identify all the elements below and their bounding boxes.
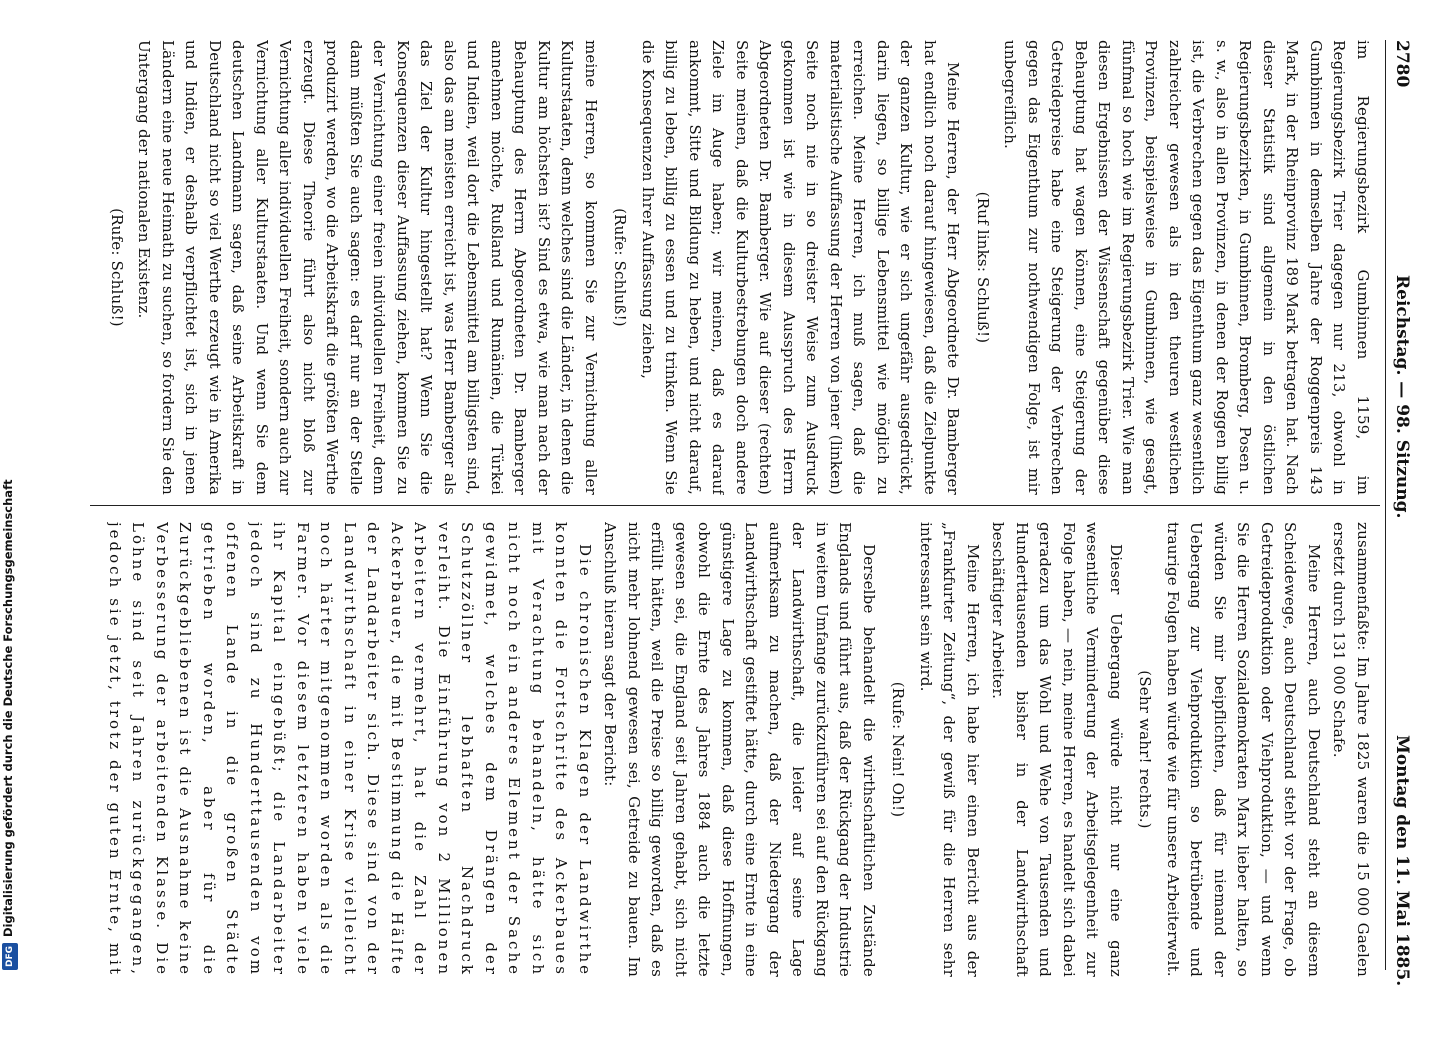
dfg-logo: DFG [2,943,18,970]
footer-strip [0,0,24,1000]
paragraph: Dieser Uebergang würde nicht nur eine ganz wesentliche Verminderung der Arbeitsgelegenheit zur Folge haben, — nein, meine Herren, es handelt sich dabei geradezu um das Wohl und Wehe von Tausenden und Hunderttausenden bisher in der Landwirthschaft beschäftigter Arbeiter. [989,522,1125,977]
page-title: Reichstag. — 98. Sitzung. [1392,275,1412,519]
session-date: Montag den 11. Mai 1885. [1392,735,1412,987]
paragraph: im Regierungsbezirk Gumbinnen 1159, im Regierungsbezirk Trier dagegen nur 213, obwohl in Gumbinnen in demselben Jahre der Roggenpreis 143 Mark, in der Rheinprovinz 189 Mark betragen hat. Nach dieser Statistik sind allgemein in den östlichen Regierungsbezirken, in Gumbinnen, Bromberg, Posen u. s. w., also in allen Provinzen, in denen der Roggen billig ist, die Verbrechen gegen das Eigenthum ganz wesentlich zahlreicher gewesen als in den theuren westlichen Provinzen, beispielsweise in Gumbinnen, wie gesagt, fünfmal so hoch wie im Regierungsbezirk Trier. Wie man diesen Ergebnissen der Wissenschaft gegenüber diese Behauptung hat wagen können, eine Steigerung der Getreidepreise habe eine Steigerung der Verbrechen gegen das Eigenthum zur nothwendigen Folge, ist mir unbegreiflich. [1001,40,1372,495]
paragraph: meine Herren, so kommen Sie zur Vernichtung aller Kulturstaaten, denn welches sind die Länder, in denen die Kultur am höchsten ist? Sind es etwa, wie man nach der Behauptung des Herrn Abgeordneten Dr. Bamberger annehmen möchte, Rußland und Rumänien, die Türkei und Indien, weil dort die Lebensmittel am billigsten sind, also das am meisten erreicht ist, was Herr Bamberger als das Ziel der Kultur hingestellt hat? Wenn Sie die Konsequenzen dieser Auffassung ziehen, kommen Sie zu der Vernichtung einer freien individuellen Freiheit, denn dann müßten Sie auch sagen: es darf nur an der Stelle produzirt werden, wo die Arbeitskraft die größten Werthe erzeugt. Diese Theorie führt also nicht bloß zur Vernichtung aller individuellen Freiheit, sondern auch zur Vernichtung aller Kulturstaaten. Und wenn Sie dem deutschen Landmann sagen, daß seine Arbeitskraft in Deutschland nicht so viel Werthe erzeugt wie in Amerika und Indien, er deshalb verpflichtet ist, sich in jenen Ländern eine neue Heimath zu suchen, so fordern Sie den Untergang der nationalen Existenz. [135,40,600,495]
page-header [1384,40,1414,1040]
paragraph: Meine Herren, ich habe hier einen Bericht aus der „Frankfurter Zeitung“, der gewiß für die Herren sehr interessant sein wird. [917,522,982,977]
right-column [104,522,1374,977]
interjection: (Sehr wahr! rechts.) [1136,670,1155,829]
interjection: (Rufe: Nein! Oh!) [889,681,908,818]
paragraph: Meine Herren, der Herr Abgeordnete Dr. Bamberger hat endlich noch darauf hingewiesen, daß die Zielpunkte der ganzen Kultur, wie er sich ungefähr ausgedrückt, darin liegen, so billige Lebensmittel wie möglich zu erreichen. Meine Herren, ich muß sagen, daß die materialistische Auffassung der Herren von jener (linken) Seite noch nie in so dreister Weise zum Ausdruck gekommen ist wie in diesem Ausspruch des Herrn Abgeordneten Dr. Bamberger. Wie auf dieser (rechten) Seite meinen, daß die Kulturbestrebungen doch andere Ziele im Auge haben; wir meinen, daß es darauf ankommt, Sitte und Bildung zu heben, und nicht darauf, billig zu leben, billig zu essen und zu trinken. Wenn Sie die Konsequenzen Ihrer Auffassung ziehen, [639,40,963,495]
interjection: (Rufe: Schluß!) [611,208,630,327]
digitization-credit [0,0,18,1000]
left-column [104,40,1374,495]
column-divider [90,505,1380,506]
credit-text: Digitalisierung gefördert durch die Deutsche Forschungsgemeinschaft [1,479,15,937]
paragraph: zusammenfaßte: Im Jahre 1825 waren die 15 000 Gaelen ersetzt durch 131 000 Schafe. [1330,522,1372,977]
interjection: (Ruf links: Schluß!) [974,191,992,344]
quoted-report: Die chronischen Klagen der Landwirthe konnten die Fortschritte des Ackerbaues mit Verachtung behandeln, hätte sich nicht noch ein anderes Element der Sache gewidmet, welches dem Drängen der Schutzzöllner lebhaften Nachdruck verleiht. Die Einführung von 2 Millionen Arbeitern vermehrt, hat die Zahl der Ackerbauer, die mit Bestimmung die Hälfte der Landarbeiter sich. Diese sind von der Landwirthschaft in einer Krise vielleicht noch härter mitgenommen worden als die Farmer. Vor diesem letzteren haben viele ihr Kapital eingebüßt; die Landarbeiter jedoch sind zu Hunderttausenden vom offenen Lande in die großen Städte getrieben worden, aber für die Zurückgebliebenen ist die Ausnahme keine Verbesserung der arbeitenden Klasse. Die Löhne sind seit Jahren zurückgegangen, jedoch sie jetzt, trotz der guten Ernte, mit [106,522,594,977]
paragraph: Meine Herren, auch Deutschland steht an diesem Scheidewege, auch Deutschland steht vor der Frage, ob Getreideproduktion oder Viehproduktion, — und wenn Sie die Herren Sozialdemokraten Marx lieber halten, so würden Sie mir beipflichten, daß für niemand der Uebergang zur Viehproduktion so betrübende und traurige Folgen haben würde wie für unsere Arbeiterwelt. [1164,522,1323,977]
paragraph: Derselbe behandelt die wirthschaftlichen Zustände Englands und führt aus, daß der Rückgang der Industrie in weitem Umfange zurückzuführen sei auf den Rückgang der Landwirthschaft, die leider auf seine Lage aufmerksam zu machen, daß der Niedergang der Landwirthschaft gestiftet hätte, durch eine Ernte in eine günstigere Lage zu kommen, daß diese Hoffnungen, obwohl die Ernte des Jahres 1884 auch die letzte gewesen sei, die England seit Jahren gehabt, sich nicht erfüllt hätten, weil die Preise so billig geworden, daß es nicht mehr lohnend gewesen sei, Getreide zu bauen. Im Anschluß hieran sagt der Bericht: [601,522,878,977]
interjection: (Rufe: Schluß!) [108,208,126,327]
page-number: 2780 [1392,40,1412,88]
header-rule [1385,40,1386,970]
